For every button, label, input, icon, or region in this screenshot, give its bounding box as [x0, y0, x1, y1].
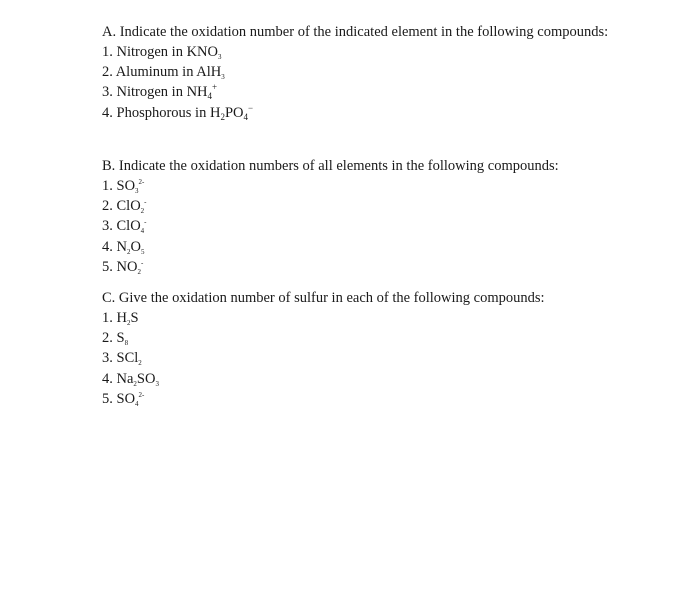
list-item: 3. SCl$_2$ [102, 350, 142, 368]
list-item: 1. $H_2S$ [102, 310, 139, 327]
section-b-list [102, 176, 630, 277]
section-c-list [102, 308, 630, 409]
list-item: 2. $S_8$ [102, 330, 129, 348]
list-item: 4. Phosphorous in $H_2PO_4^-$ [102, 102, 254, 122]
list-item: 3. Nitrogen in $NH_4^+$ [102, 82, 218, 102]
list-item: 1. $SO_3^{2-}$ [102, 178, 145, 195]
list-item: 2. Aluminum in AlH$_3$ [102, 64, 225, 82]
list-item: 4. $N_2O_5$ [102, 238, 145, 256]
section-a [102, 22, 630, 123]
list-item: 5. $NO_2^-$ [102, 258, 144, 276]
section-a-heading: A. Indicate the oxidation number of the indicated element in the following compounds: [102, 24, 609, 40]
list-item: 1. Nitrogen in $KNO_3$ [102, 44, 222, 61]
section-a-list [102, 42, 630, 123]
list-item: 5. $SO_4^{2-}$ [102, 390, 145, 408]
section-c-heading: C. Give the oxidation number of sulfur in each of the following compounds: [102, 290, 545, 306]
section-b [102, 156, 630, 277]
list-item: 3. ClO$_4$- [102, 218, 147, 236]
list-item: 2. ClO$_2$- [102, 198, 147, 216]
section-c [102, 288, 630, 409]
section-b-heading: B. Indicate the oxidation numbers of all elements in the following compounds: [102, 158, 559, 174]
list-item: 4. $Na_2SO_3$ [102, 370, 159, 388]
